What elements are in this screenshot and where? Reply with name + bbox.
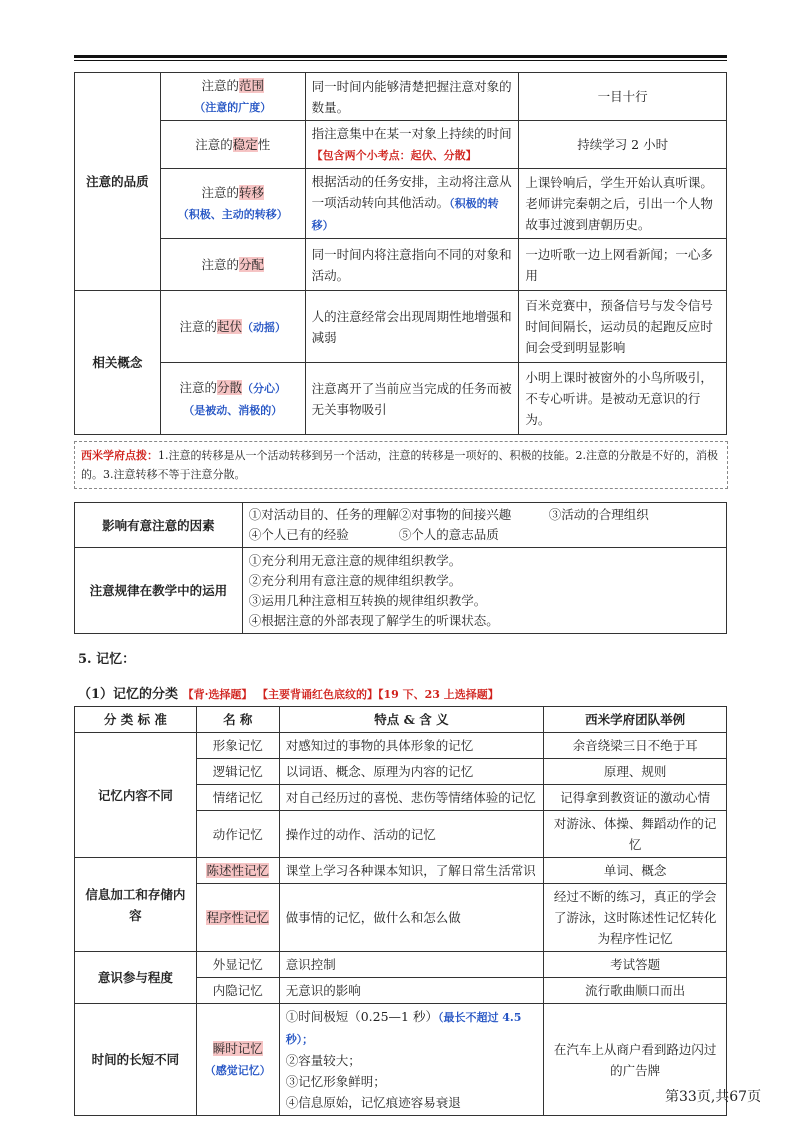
memory-name: 形象记忆	[196, 733, 279, 759]
memory-meaning: 做事情的记忆，做什么和怎么做	[279, 884, 544, 952]
memory-table	[74, 706, 727, 1116]
memory-meaning: ①时间极短（0.25—1 秒）（最长不超过 4.5 秒）； ②容量较大； ③记忆形象鲜明； ④信息原始，记忆痕迹容易衰退	[279, 1004, 544, 1116]
quality-desc: 根据活动的任务安排，主动将注意从一项活动转向其他活动。（积极的转移）	[305, 169, 519, 239]
group-title: 时间的长短不同	[75, 1004, 197, 1116]
quality-name: 注意的范围 （注意的广度）	[160, 73, 305, 121]
tip-text: 1.注意的转移是从一个活动转移到另一个活动，注意的转移是一项好的、积极的技能。2.注意的分散是不好的，消极的。3.注意转移不等于注意分散。	[81, 449, 718, 481]
memory-name: 动作记忆	[196, 811, 279, 858]
memory-meaning: 课堂上学习各种课本知识，了解日常生活常识	[279, 858, 544, 884]
memory-meaning: 意识控制	[279, 952, 544, 978]
quality-desc: 指注意集中在某一对象上持续的时间 【包含两个小考点：起伏、分散】	[305, 121, 519, 169]
memory-name: 内隐记忆	[196, 978, 279, 1004]
subsection-heading: （1）记忆的分类 【背·选择题】 【主要背诵红色底纹的】【19 下、23 上选择题】	[78, 687, 499, 702]
memory-meaning: 无意识的影响	[279, 978, 544, 1004]
memory-example: 对游泳、体操、舞蹈动作的记忆	[544, 811, 727, 858]
quality-name: 注意的稳定性	[160, 121, 305, 169]
header-name: 名 称	[196, 707, 279, 733]
top-rule	[74, 55, 727, 58]
memory-example: 在汽车上从商户看到路边闪过的广告牌	[544, 1004, 727, 1116]
memory-example: 考试答题	[544, 952, 727, 978]
attention-quality-table	[74, 72, 727, 435]
factors-table	[74, 502, 727, 634]
quality-desc: 同一时间内能够清楚把握注意对象的数量。	[305, 73, 519, 121]
group-title: 意识参与程度	[75, 952, 197, 1004]
memory-meaning: 以词语、概念、原理为内容的记忆	[279, 759, 544, 785]
memory-example: 记得拿到教资证的激动心情	[544, 785, 727, 811]
group-title: 记忆内容不同	[75, 733, 197, 858]
memory-example: 单词、概念	[544, 858, 727, 884]
section-heading: 5. 记忆：	[78, 652, 136, 667]
header-meaning: 特点 & 含 义	[279, 707, 544, 733]
quality-example: 百米竞赛中，预备信号与发令信号时间间隔长，运动员的起跑反应时间会受到明显影响	[519, 291, 727, 363]
rules-items: ①充分利用无意注意的规律组织教学。 ②充分利用有意注意的规律组织教学。 ③运用几种注意相互转换的规律组织教学。 ④根据注意的外部表现了解学生的听课状态。	[242, 548, 726, 634]
quality-desc: 注意离开了当前应当完成的任务而被无关事物吸引	[305, 363, 519, 435]
memory-example: 经过不断的练习，真正的学会了游泳，这时陈述性记忆转化为程序性记忆	[544, 884, 727, 952]
memory-name: 程序性记忆	[196, 884, 279, 952]
header-example: 西米学府团队举例	[544, 707, 727, 733]
factors-items: ①对活动目的、任务的理解②对事物的间接兴趣 ③活动的合理组织 ④个人已有的经验 ⑤个人的意志品质	[242, 503, 726, 548]
memory-name: 逻辑记忆	[196, 759, 279, 785]
memory-meaning: 对自己经历过的喜悦、悲伤等情绪体验的记忆	[279, 785, 544, 811]
top-rule-thin	[74, 60, 727, 61]
memory-example: 余音绕梁三日不绝于耳	[544, 733, 727, 759]
quality-name: 注意的分散（分心） （是被动、消极的）	[160, 363, 305, 435]
quality-name: 注意的转移 （积极、主动的转移）	[160, 169, 305, 239]
group-title-quality: 注意的品质	[75, 73, 161, 291]
memory-example: 原理、规则	[544, 759, 727, 785]
quality-example: 上课铃响后，学生开始认真听课。老师讲完秦朝之后，引出一个人物故事过渡到唐朝历史。	[519, 169, 727, 239]
memory-meaning: 对感知过的事物的具体形象的记忆	[279, 733, 544, 759]
quality-desc: 同一时间内将注意指向不同的对象和活动。	[305, 239, 519, 291]
quality-example: 持续学习 2 小时	[519, 121, 727, 169]
memory-name: 外显记忆	[196, 952, 279, 978]
memory-name: 陈述性记忆	[196, 858, 279, 884]
quality-name: 注意的起伏（动摇）	[160, 291, 305, 363]
group-title: 信息加工和存储内容	[75, 858, 197, 952]
memory-name: 情绪记忆	[196, 785, 279, 811]
tip-note	[74, 441, 728, 489]
memory-name: 瞬时记忆 （感觉记忆）	[196, 1004, 279, 1116]
factors-title: 影响有意注意的因素	[75, 503, 243, 548]
quality-name: 注意的分配	[160, 239, 305, 291]
quality-example: 一目十行	[519, 73, 727, 121]
group-title-related: 相关概念	[75, 291, 161, 435]
tip-label: 西米学府点拨：	[81, 449, 158, 462]
quality-example: 一边听歌一边上网看新闻；一心多用	[519, 239, 727, 291]
memory-example: 流行歌曲顺口而出	[544, 978, 727, 1004]
quality-desc: 人的注意经常会出现周期性地增强和减弱	[305, 291, 519, 363]
rules-title: 注意规律在教学中的运用	[75, 548, 243, 634]
page-number: 第33页,共67页	[665, 1089, 762, 1105]
header-criteria: 分 类 标 准	[75, 707, 197, 733]
memory-meaning: 操作过的动作、活动的记忆	[279, 811, 544, 858]
quality-example: 小明上课时被窗外的小鸟所吸引，不专心听讲。是被动无意识的行为。	[519, 363, 727, 435]
